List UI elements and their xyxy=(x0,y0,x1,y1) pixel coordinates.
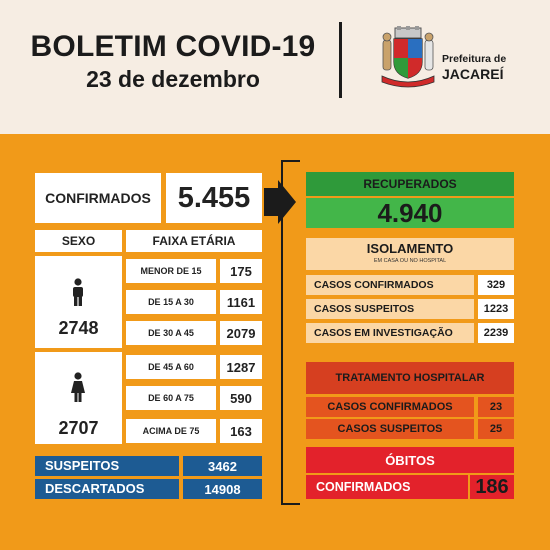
prefeitura-label: Prefeitura de xyxy=(442,53,507,65)
isolamento-header xyxy=(306,238,514,270)
tratamento-row-label: CASOS CONFIRMADOS xyxy=(306,397,474,417)
female-count: 2707 xyxy=(58,418,99,438)
bulletin-date: 23 de dezembro xyxy=(86,66,260,92)
isolamento-title: ISOLAMENTO xyxy=(366,241,454,256)
descartados-label: DESCARTADOS xyxy=(35,479,179,499)
tratamento-row-label: CASOS SUSPEITOS xyxy=(306,419,474,439)
isolamento-row-label: CASOS CONFIRMADOS xyxy=(306,275,474,295)
city-name: JACAREÍ xyxy=(442,66,504,82)
isolamento-row-value: 1223 xyxy=(478,299,514,319)
isolamento-row-value: 2239 xyxy=(478,323,514,343)
descartados-value: 14908 xyxy=(183,479,262,499)
recuperados-value: 4.940 xyxy=(306,198,514,228)
suspeitos-value: 3462 xyxy=(183,456,262,476)
age-range-label: DE 15 A 30 xyxy=(126,290,216,314)
age-range-value: 2079 xyxy=(220,321,262,345)
tratamento-row-value: 25 xyxy=(478,419,514,439)
male-count: 2748 xyxy=(58,318,99,338)
age-range-value: 163 xyxy=(220,419,262,443)
connector-arrow xyxy=(264,160,304,515)
tratamento-row-value: 23 xyxy=(478,397,514,417)
tratamento-header: TRATAMENTO HOSPITALAR xyxy=(306,362,514,394)
age-range-value: 1161 xyxy=(220,290,262,314)
obitos-label: CONFIRMADOS xyxy=(306,475,468,499)
female-box xyxy=(35,352,122,444)
faixa-etaria-header: FAIXA ETÁRIA xyxy=(126,230,262,252)
sexo-header: SEXO xyxy=(35,230,122,252)
isolamento-subtitle: EM CASA OU NO HOSPITAL xyxy=(373,258,447,264)
age-range-label: ACIMA DE 75 xyxy=(126,419,216,443)
suspeitos-label: SUSPEITOS xyxy=(35,456,179,476)
isolamento-row-label: CASOS SUSPEITOS xyxy=(306,299,474,319)
age-range-value: 590 xyxy=(220,386,262,410)
isolamento-row-label: CASOS EM INVESTIGAÇÃO xyxy=(306,323,474,343)
age-range-label: DE 60 A 75 xyxy=(126,386,216,410)
female-person-icon xyxy=(70,372,86,407)
header-divider xyxy=(339,22,342,98)
confirmados-label: CONFIRMADOS xyxy=(35,173,161,223)
age-range-label: DE 45 A 60 xyxy=(126,355,216,379)
isolamento-row-value: 329 xyxy=(478,275,514,295)
bulletin-title: BOLETIM COVID-19 xyxy=(30,30,316,63)
age-range-label: DE 30 A 45 xyxy=(126,321,216,345)
age-range-value: 175 xyxy=(220,259,262,283)
confirmados-value: 5.455 xyxy=(166,173,262,223)
coat-of-arms-logo xyxy=(378,26,438,88)
obitos-value: 186 xyxy=(470,475,514,499)
age-range-label: MENOR DE 15 xyxy=(126,259,216,283)
obitos-header: ÓBITOS xyxy=(306,447,514,473)
age-range-value: 1287 xyxy=(220,355,262,379)
male-person-icon xyxy=(70,278,86,311)
male-box xyxy=(35,256,122,348)
recuperados-label: RECUPERADOS xyxy=(306,172,514,196)
